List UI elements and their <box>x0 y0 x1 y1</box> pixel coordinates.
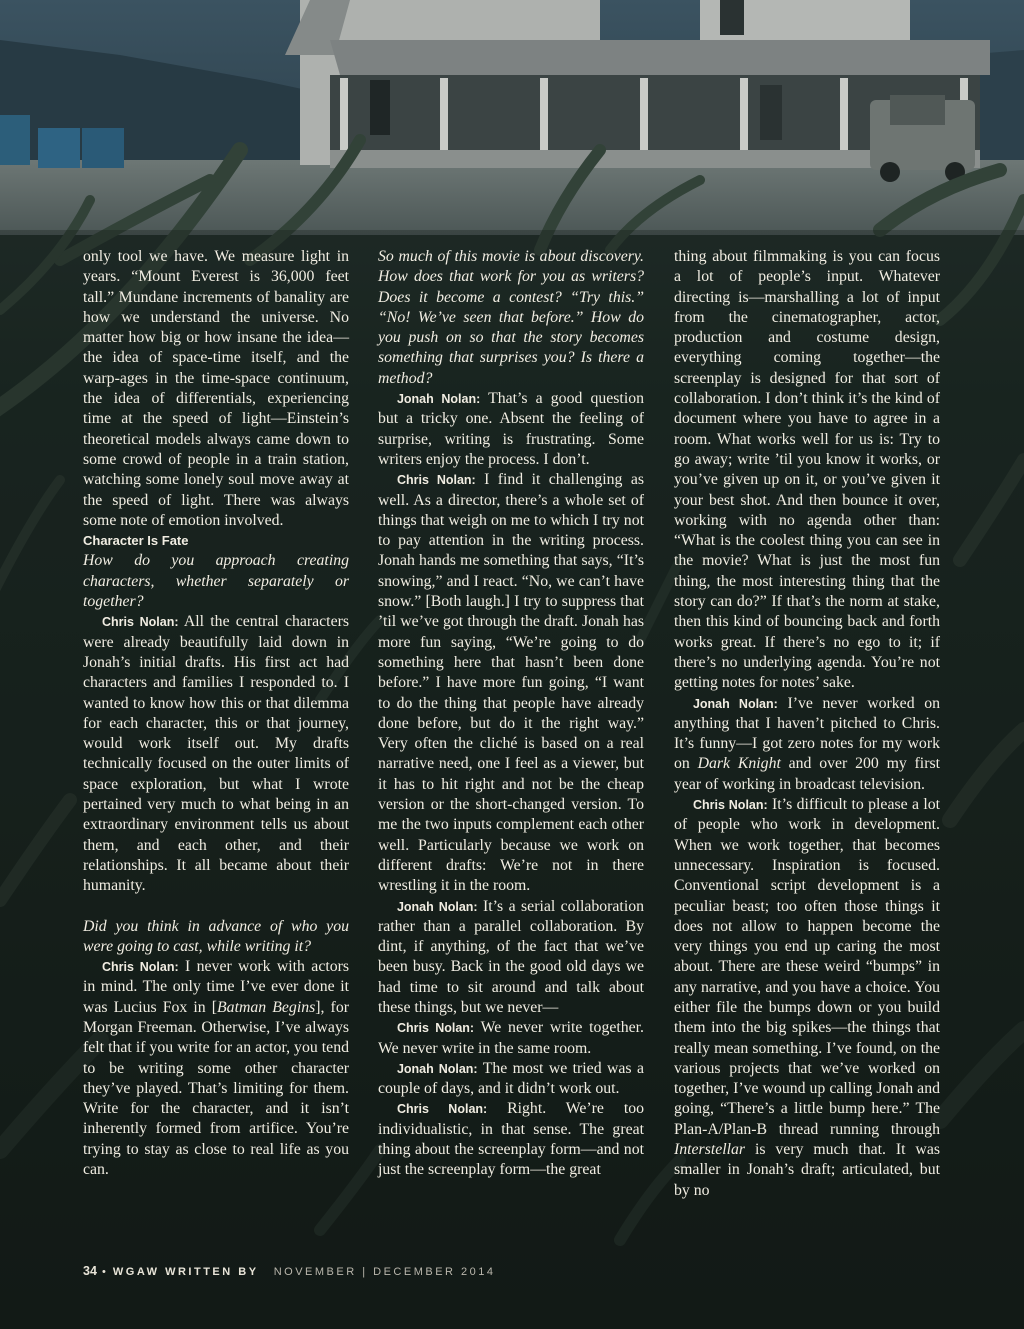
interview-answer: Jonah Nolan: That’s a good question but a tricky one. Absent the feeling of surprise, writing is frustrating. Some writers enjoy the process. I don’t. <box>378 390 645 468</box>
speaker-name: Jonah Nolan: <box>396 1061 478 1076</box>
film-title: Batman Begins <box>217 998 316 1016</box>
interview-answer: Chris Nolan: I never work with actors in mind. The only time I’ve ever done it was Lucius Fox in [Batman Begins], for Morgan Freeman. Otherwise, I’ve always felt that if you write for an actor, you tend to be writing some other character they’ve played. That’s limiting for them. Write for the character, and it isn’t inherently formed from artifice. You’re trying to stay as close to real life as you can. <box>83 958 350 1179</box>
road <box>0 160 1024 235</box>
speaker-name: Chris Nolan: <box>692 798 768 813</box>
bullet-separator: • <box>101 1266 108 1278</box>
interview-answer: Chris Nolan: It’s difficult to please a lot of people who work in development. When we work together, that becomes unnecessary. Inspiration is focused. Conventional script development is a peculiar beast; too often those things it does not allow to happen become the very things you end up caring the most about. There are these weird “bumps” in any narrative, and you have a choice. You either file the bumps down or you build them into the big spikes—the things that really mean something. I’ve found, on the various projects that we’ve worked on together, I’ve wound up calling Jonah and going, “There’s a little bump here.” The Plan-A/Plan-B thread running through Interstellar is very much that. It was smaller in Jonah’s draft; articulated, but by no <box>674 796 941 1199</box>
interview-question: How do you approach creating characters, whether separately or together? <box>83 552 349 611</box>
article-column-1 <box>83 247 349 1180</box>
interview-answer: Chris Nolan: Right. We’re too individualistic, in that sense. The great thing about the screenplay form—and not just the screenplay form—the great <box>378 1100 645 1179</box>
body-paragraph: only tool we have. We measure light in years. “Mount Everest is 36,000 feet tall.” Mundane increments of banality are how we understand the universe. No matter how big or how insane the idea—the idea of space-time itself, and the warp-ages in the time-space continuum, the idea of differentials, experiencing time at the speed of light—Einstein’s theoretical models always came down to some crowd of people in a train station, watching some lonely soul move away at the speed of light. There was always some note of emotion involved. <box>83 248 349 529</box>
issue-date: NOVEMBER | DECEMBER 2014 <box>273 1266 496 1278</box>
interview-question: Did you think in advance of who you were going to cast, while writing it? <box>83 917 349 955</box>
interview-answer: Chris Nolan: All the central characters were already beautifully laid down in Jonah’s initial drafts. His first act had characters and families I responded to. I wanted to know how this or that dilemma for each character, this or that journey, would work itself out. My drafts technically focused on the outer limits of space exploration, but what I wrote pertained very much to what being in an extraordinary environment tells us about them, and each other, and their relationships. It all became about their humanity. <box>83 613 349 895</box>
speaker-name: Chris Nolan: <box>396 1102 488 1117</box>
speaker-name: Chris Nolan: <box>396 473 476 488</box>
truck <box>870 95 975 182</box>
section-subhead: Character Is Fate <box>83 533 189 549</box>
interview-answer: Jonah Nolan: It’s a serial collaboration rather than a parallel collaboration. By dint, if anything, of the fact that we’ve been busy. Back in the good old days we had time to sit around and talk about these things, but we never— <box>378 897 644 1016</box>
page-number: 34 <box>83 1264 97 1278</box>
interview-answer: Jonah Nolan: I’ve never worked on anything that I haven’t pitched to Chris. It’s funny—I got zero notes for my work on Dark Knight and over 200 my first year of working in broadcast television. <box>674 694 941 793</box>
interview-answer: Chris Nolan: I find it challenging as well. As a director, there’s a whole set of things that weigh on me to which I try not to pay attention in the writing process. Jonah hands me something that says, “It’s snowing,” and I react. “No, we can’t have snow.” [Both laugh.] I try to suppress that ’til we’ve got through the draft. Jonah has more fun saying, “We’re going to do something here that hasn’t been done before.” I have more fun going, “I want to do the thing that people have already done before, but do it the right way.” Very often the cliché is based on a real narrative need, one I feel as a viewer, but it has to hit right and not be the cheap version or the short-changed version. To me the two inputs complement each other well. Particularly because we work on different drafts: We’re not in there wrestling it in the room. <box>378 471 645 895</box>
speaker-name: Jonah Nolan: <box>692 696 778 711</box>
interview-answer: Jonah Nolan: The most we tried was a couple of days, and it didn’t work out. <box>378 1059 644 1098</box>
speaker-name: Chris Nolan: <box>101 615 179 630</box>
speaker-name: Jonah Nolan: <box>396 392 481 407</box>
article-column-2 <box>378 247 644 1181</box>
film-title: Interstellar <box>674 1141 746 1159</box>
interview-question: So much of this movie is about discovery. How does that work for you as writers? Does it become a contest? “Try this.” “No! We’ve seen that before.” How do you push on so that the story becomes something that surprises you? Is there a method? <box>378 248 644 387</box>
article-column-3 <box>674 247 940 1201</box>
body-paragraph: thing about filmmaking is you can focus a lot of people’s input. Whatever directing is—marshalling a lot of input from the cinematographer, actor, production and costume design, everything coming together—the screenplay is designed for that sort of collaboration. I don’t think it’s the kind of document where you have to agree in a room. What works well for us is: Try to go away; write ’til you know it works, or you’ve given up on it, or you’ve given it your best shot. And then bounce it over, working with no agenda other than: “What is the coolest thing you can see in the movie? What is just the most fun thing, the most interesting thing that the story can do?” If that’s the norm at stake, then this kind of bouncing back and forth works great. If there’s no ego to it; if there’s no underlying agenda. You’re not getting notes for notes’ sake. <box>674 248 940 692</box>
film-title: Dark Knight <box>697 755 781 773</box>
interview-answer: Chris Nolan: We never write together. We never write in the same room. <box>378 1019 644 1057</box>
speaker-name: Chris Nolan: <box>396 1021 475 1036</box>
page-footer <box>83 1264 496 1278</box>
speaker-name: Jonah Nolan: <box>396 899 478 914</box>
speaker-name: Chris Nolan: <box>101 960 179 975</box>
publication-name: WGAW WRITTEN BY <box>112 1266 259 1278</box>
